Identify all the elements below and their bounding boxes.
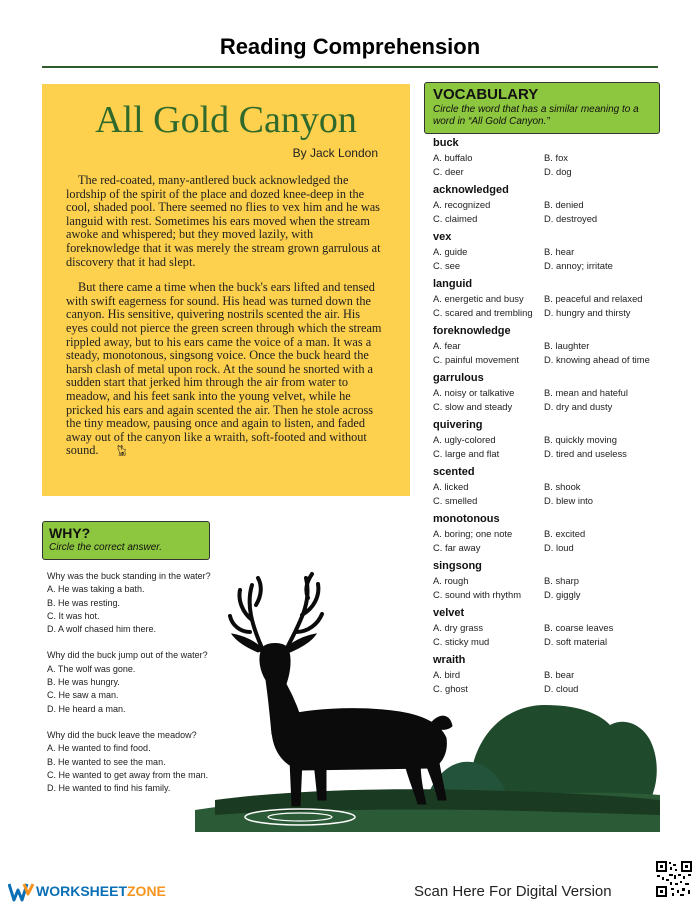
vocab-option[interactable]: B. excited xyxy=(544,528,586,539)
brand-name-part: ZONE xyxy=(127,883,166,899)
vocab-option[interactable]: A. noisy or talkative xyxy=(433,387,515,398)
answer-option[interactable]: D. A wolf chased him there. xyxy=(47,624,157,635)
story-author: By Jack London xyxy=(292,146,378,160)
vocab-word: acknowledged xyxy=(433,184,509,196)
vocab-option[interactable]: C. claimed xyxy=(433,213,478,224)
vocab-option[interactable]: A. boring; one note xyxy=(433,528,513,539)
vocab-item xyxy=(433,231,663,278)
answer-option[interactable]: A. He was taking a bath. xyxy=(47,584,145,595)
vocab-item xyxy=(433,184,663,231)
vocab-item xyxy=(433,466,663,513)
vocab-option[interactable]: C. large and flat xyxy=(433,448,500,459)
story-paragraph: The red-coated, many-antlered buck acknowledged the lordship of the spirit of the place and dozed knee-deep in the cool, shaded pool. There seemed no flies to vex him and he was languid with rest. Sometimes his ears moved when the stream awoke and whispered; but they moved lazily, with foreknowledge that it was merely the stream grown garrulous at discovery that it had slept. xyxy=(66,173,381,269)
story-panel xyxy=(42,84,410,496)
vocab-option[interactable]: B. denied xyxy=(544,199,584,210)
deer-silhouette xyxy=(230,574,452,806)
vocabulary-title: VOCABULARY xyxy=(433,86,539,103)
vocab-option[interactable]: D. annoy; irritate xyxy=(544,260,613,271)
vocab-option[interactable]: C. painful movement xyxy=(433,354,519,365)
vocab-option[interactable]: B. bear xyxy=(544,669,575,680)
vocab-option[interactable]: B. coarse leaves xyxy=(544,622,614,633)
vocab-option[interactable]: D. cloud xyxy=(544,683,579,694)
vocab-option[interactable]: C. see xyxy=(433,260,461,271)
vocabulary-header xyxy=(424,82,660,134)
question-text: Why did the buck leave the meadow? xyxy=(47,729,197,740)
vocab-option[interactable]: A. fear xyxy=(433,340,461,351)
vocab-word: foreknowledge xyxy=(433,325,511,337)
vocab-word: velvet xyxy=(433,607,465,619)
vocab-option[interactable]: B. laughter xyxy=(544,340,590,351)
vocab-option[interactable]: C. far away xyxy=(433,542,481,553)
vocab-option[interactable]: A. buffalo xyxy=(433,152,473,163)
story-paragraph-text: But there came a time when the buck's ears lifted and tensed with swift eagerness for sound. His head was turned down the canyon. His sensitive, quivering nostrils scented the air. His eyes could not pierce the green screen through which the stream rippled away, but to his ears came the voice of a man. It was a steady, monotonous, singsong voice. Once the buck heard the harsh clash of metal upon rock. At the sound he snorted with a sudden start that jerked him through the air from water to meadow, and his feet sank into the young velvet, while he pricked his ears and again scented the air. Then he stole across the tiny meadow, pausing once and again to listen, and faded away out of the canyon like a wraith, soft-footed and without sound. xyxy=(66,280,382,458)
vocab-option[interactable]: A. licked xyxy=(433,481,469,492)
page-title: Reading Comprehension xyxy=(219,34,481,59)
vocab-word: quivering xyxy=(433,419,483,431)
vocab-option[interactable]: B. peaceful and relaxed xyxy=(544,293,643,304)
story-paragraph xyxy=(66,281,382,459)
answer-option[interactable]: B. He wanted to see the man. xyxy=(47,756,166,767)
vocab-word: buck xyxy=(433,137,459,149)
vocab-word: wraith xyxy=(433,654,466,666)
vocab-word: monotonous xyxy=(433,513,500,525)
vocab-option[interactable]: C. deer xyxy=(433,166,464,177)
brand-name[interactable] xyxy=(36,883,166,899)
vocab-word: languid xyxy=(433,278,473,290)
vocab-option[interactable]: A. recognized xyxy=(433,199,491,210)
answer-option[interactable]: C. He saw a man. xyxy=(47,690,119,701)
vocab-option[interactable]: A. rough xyxy=(433,575,469,586)
answer-option[interactable]: B. He was hungry. xyxy=(47,677,120,688)
vocab-option[interactable]: A. dry grass xyxy=(433,622,484,633)
vocab-word: garrulous xyxy=(433,372,484,384)
vocab-option[interactable]: D. dog xyxy=(544,166,572,177)
scan-caption: Scan Here For Digital Version xyxy=(414,883,612,900)
question-text: Why did the buck jump out of the water? xyxy=(47,650,208,661)
why-header xyxy=(42,521,210,560)
vocab-option[interactable]: D. destroyed xyxy=(544,213,598,224)
question-text: Why was the buck standing in the water? xyxy=(47,571,211,581)
vocab-item xyxy=(433,325,663,372)
vocab-option[interactable]: A. energetic and busy xyxy=(433,293,524,304)
qr-code-icon[interactable] xyxy=(655,860,693,898)
vocab-option[interactable]: D. loud xyxy=(544,542,574,553)
vocab-item xyxy=(433,278,663,325)
worksheetzone-logo-icon xyxy=(8,882,34,902)
brand-name-part: WORKSHEET xyxy=(36,883,127,899)
vocab-item xyxy=(433,513,663,560)
vocab-word: singsong xyxy=(433,560,482,572)
answer-option[interactable]: B. He was resting. xyxy=(47,597,121,608)
vocab-option[interactable]: B. sharp xyxy=(544,575,579,586)
vocab-option[interactable]: A. ugly-colored xyxy=(433,434,496,445)
vocab-item xyxy=(433,372,663,419)
vocab-option[interactable]: B. fox xyxy=(544,152,568,163)
vocab-option[interactable]: D. hungry and thirsty xyxy=(544,307,631,318)
answer-option[interactable]: A. The wolf was gone. xyxy=(47,663,136,674)
vocab-option[interactable]: D. soft material xyxy=(544,636,608,647)
vocab-option[interactable]: D. blew into xyxy=(544,495,593,506)
answer-option[interactable]: C. He wanted to get away from the man. xyxy=(47,769,209,780)
vocabulary-instruction: Circle the word that has a similar meaning to a word in “All Gold Canyon.” xyxy=(433,104,639,127)
why-title: WHY? xyxy=(49,525,91,541)
story-text xyxy=(66,174,382,471)
vocab-option[interactable]: A. bird xyxy=(433,669,461,680)
why-instruction: Circle the correct answer. xyxy=(49,542,162,553)
vocab-option[interactable]: D. knowing ahead of time xyxy=(544,354,650,365)
vocab-word: scented xyxy=(433,466,475,478)
vocab-option[interactable]: B. shook xyxy=(544,481,581,492)
vocab-option[interactable]: C. sound with rhythm xyxy=(433,589,522,600)
vocab-option[interactable]: C. sticky mud xyxy=(433,636,490,647)
vocab-option[interactable]: D. tired and useless xyxy=(544,448,627,459)
vocab-item xyxy=(433,419,663,466)
vocab-word: vex xyxy=(433,231,452,243)
vocab-option[interactable]: D. giggly xyxy=(544,589,581,600)
deer-illustration xyxy=(185,570,665,835)
answer-option[interactable]: D. He wanted to find his family. xyxy=(47,783,171,794)
vocab-option[interactable]: C. ghost xyxy=(433,683,468,694)
story-title: All Gold Canyon xyxy=(95,99,357,141)
vocab-option[interactable]: C. slow and steady xyxy=(433,401,513,412)
vocab-option[interactable]: B. mean and hateful xyxy=(544,387,628,398)
vocab-option[interactable]: C. scared and trembling xyxy=(433,307,533,318)
vocab-option[interactable]: A. guide xyxy=(433,246,468,257)
vocab-option[interactable]: B. hear xyxy=(544,246,575,257)
answer-option[interactable]: D. He heard a man. xyxy=(47,703,126,714)
title-divider xyxy=(42,66,658,68)
vocab-option[interactable]: D. dry and dusty xyxy=(544,401,613,412)
vocab-option[interactable]: B. quickly moving xyxy=(544,434,617,445)
answer-option[interactable]: A. He wanted to find food. xyxy=(47,743,151,754)
deer-icon: 🦌︎ xyxy=(114,445,129,458)
answer-option[interactable]: C. It was hot. xyxy=(47,610,100,621)
vocab-item xyxy=(433,137,663,184)
vocab-option[interactable]: C. smelled xyxy=(433,495,478,506)
